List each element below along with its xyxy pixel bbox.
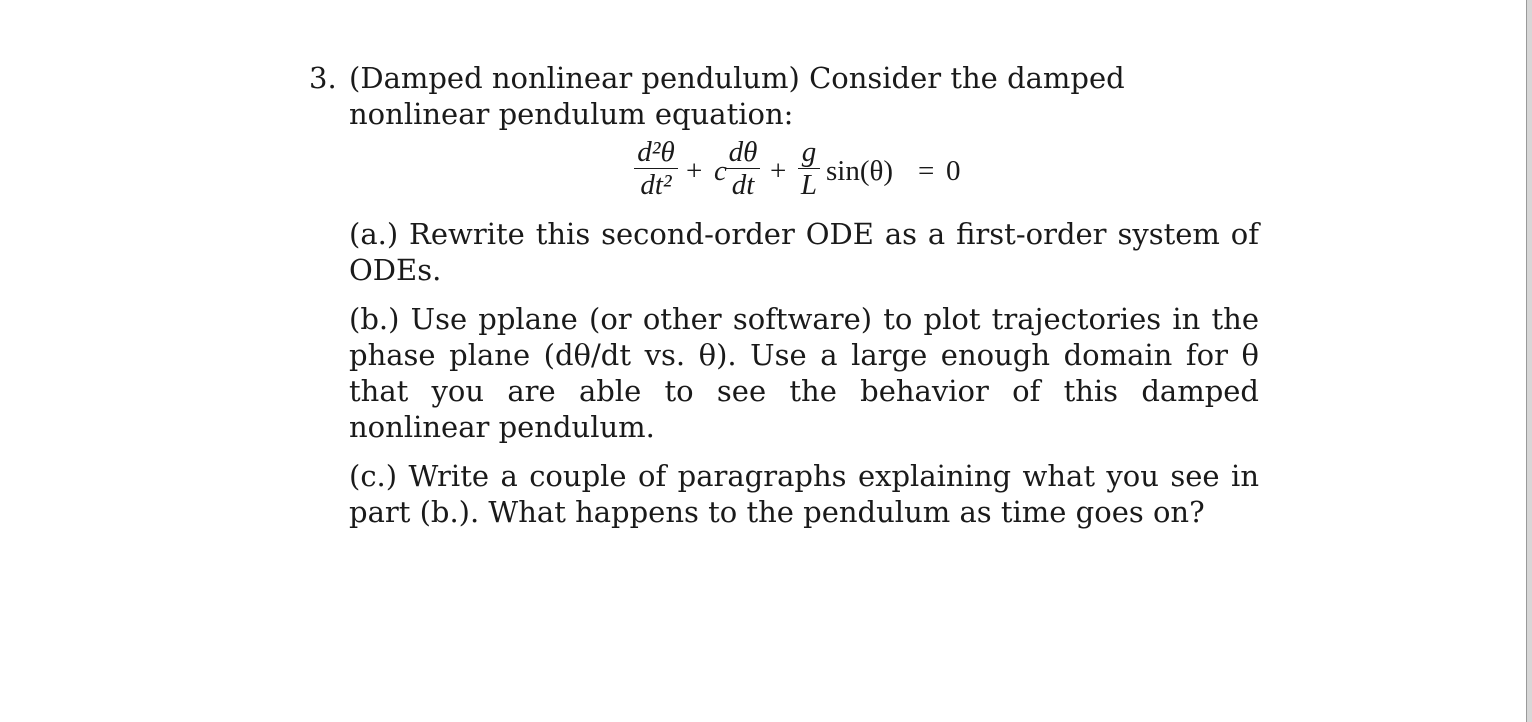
part-c <box>349 458 1259 530</box>
gravity-length-fraction <box>798 136 820 201</box>
part-a <box>349 216 1259 288</box>
problem-intro: (Damped nonlinear pendulum) Consider the damped nonlinear pendulum equation: <box>349 61 1125 131</box>
plus-sign-2: + <box>770 155 787 187</box>
first-derivative-numerator: dθ <box>728 136 758 168</box>
part-a-label: (a.) <box>349 217 399 251</box>
equation-rhs: 0 <box>946 155 961 187</box>
length-denominator: L <box>798 168 820 201</box>
first-derivative-denominator: dt <box>726 168 760 201</box>
damping-coefficient: c <box>714 155 727 187</box>
part-c-label: (c.) <box>349 459 398 493</box>
part-b-text: Use pplane (or other software) to plot trajectories in the phase plane (dθ/dt vs. θ). Use a large enough domain for θ that you are able to see the behavior of this damped nonlinear pendulum. <box>349 302 1260 444</box>
problem-body <box>349 60 1259 530</box>
first-derivative-fraction <box>726 136 760 201</box>
part-b-label: (b.) <box>349 302 400 336</box>
problem-number: 3. <box>309 61 337 95</box>
page-edge-scrollbar <box>1526 0 1532 722</box>
gravity-numerator: g <box>801 136 817 168</box>
second-derivative-fraction <box>634 136 678 201</box>
part-c-text: Write a couple of paragraphs explaining what you see in part (b.). What happens to the pendulum as time goes on? <box>349 459 1259 529</box>
pendulum-equation <box>634 136 1259 208</box>
part-a-text: Rewrite this second-order ODE as a first-order system of ODEs. <box>349 217 1260 287</box>
problem-3 <box>309 60 1259 530</box>
equals-sign: = <box>918 155 935 187</box>
second-derivative-numerator: d²θ <box>637 136 675 168</box>
part-b <box>349 301 1259 445</box>
sine-function: sin(θ) <box>826 155 894 187</box>
plus-sign-1: + <box>686 155 703 187</box>
second-derivative-denominator: dt² <box>634 168 678 201</box>
